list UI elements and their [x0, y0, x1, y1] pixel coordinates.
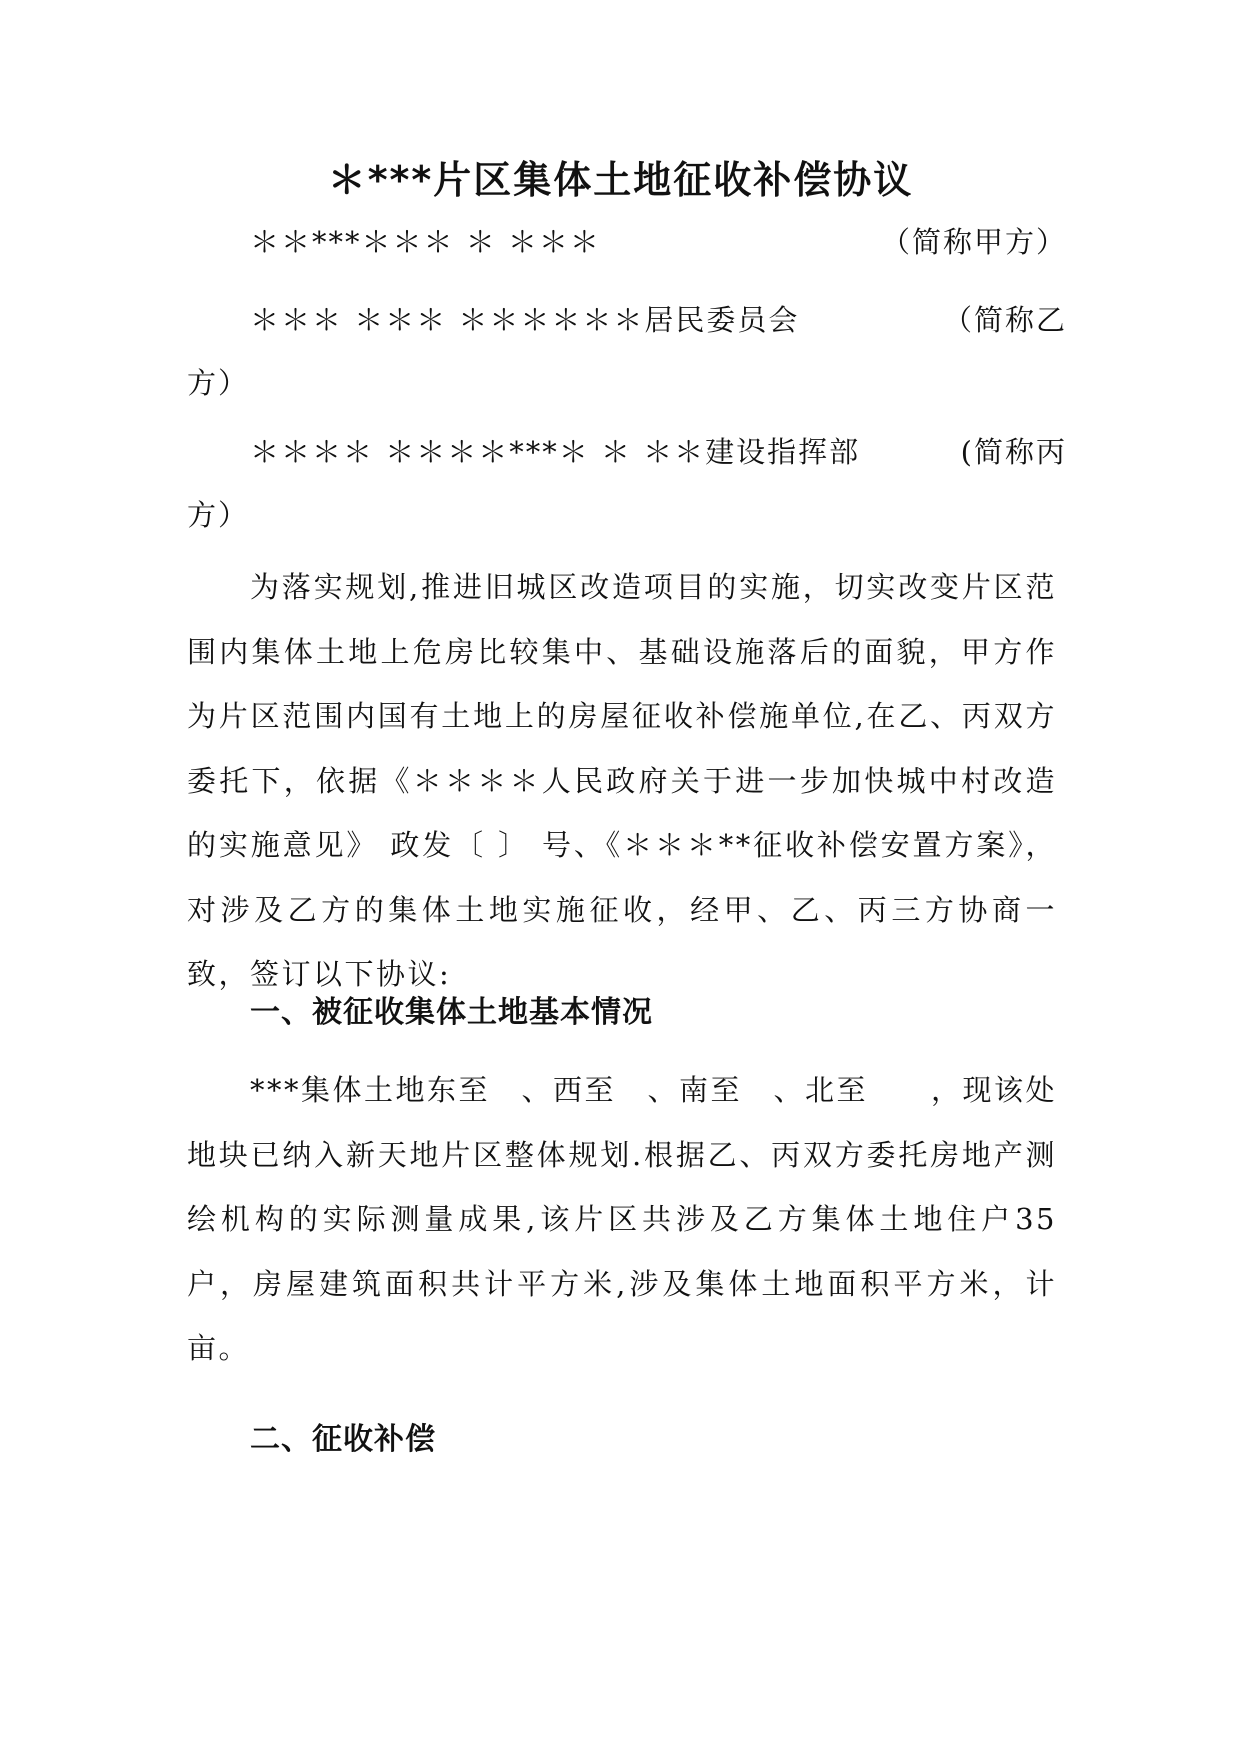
party-a-name: ＊＊***＊＊＊ ＊ ＊＊＊ [250, 225, 601, 259]
document-title: ＊***片区集体土地征收补偿协议 [327, 158, 914, 202]
party-b-alias: （简称乙 [942, 303, 1067, 337]
party-c-name: ＊＊＊＊ ＊＊＊＊***＊ ＊ ＊＊建设指挥部 [250, 435, 861, 469]
party-c-alias-continued: 方） [187, 498, 250, 532]
section-2-heading: 二、征收补偿 [250, 1422, 436, 1457]
section-1-body: ***集体土地东至 、西至 、南至 、北至 ，现该处地块已纳入新天地片区整体规划.根据乙、丙双方委托房地产测绘机构的实际测量成果,该片区共涉及乙方集体土地住户35户，房屋建筑面积共计平方米,涉及集体土地面积平方米，计亩。 [187, 1073, 1058, 1365]
party-c-alias: (简称丙 [960, 435, 1067, 469]
party-b-alias-continued: 方） [187, 366, 250, 400]
section-1-heading: 一、被征收集体土地基本情况 [250, 995, 653, 1030]
party-a-alias: （简称甲方） [880, 225, 1067, 259]
intro-paragraph: 为落实规划,推进旧城区改造项目的实施，切实改变片区范围内集体土地上危房比较集中、基础设施落后的面貌，甲方作为片区范围内国有土地上的房屋征收补偿施单位,在乙、丙双方委托下，依据《＊＊＊＊人民政府关于进一步加快城中村改造的实施意见》 政发〔 〕 号、《＊＊＊**征收补偿安置方案》，对涉及乙方的集体土地实施征收，经甲、乙、丙三方协商一致，签订以下协议: [187, 570, 1057, 991]
party-b-name: ＊＊＊ ＊＊＊ ＊＊＊＊＊＊居民委员会 [250, 303, 800, 337]
